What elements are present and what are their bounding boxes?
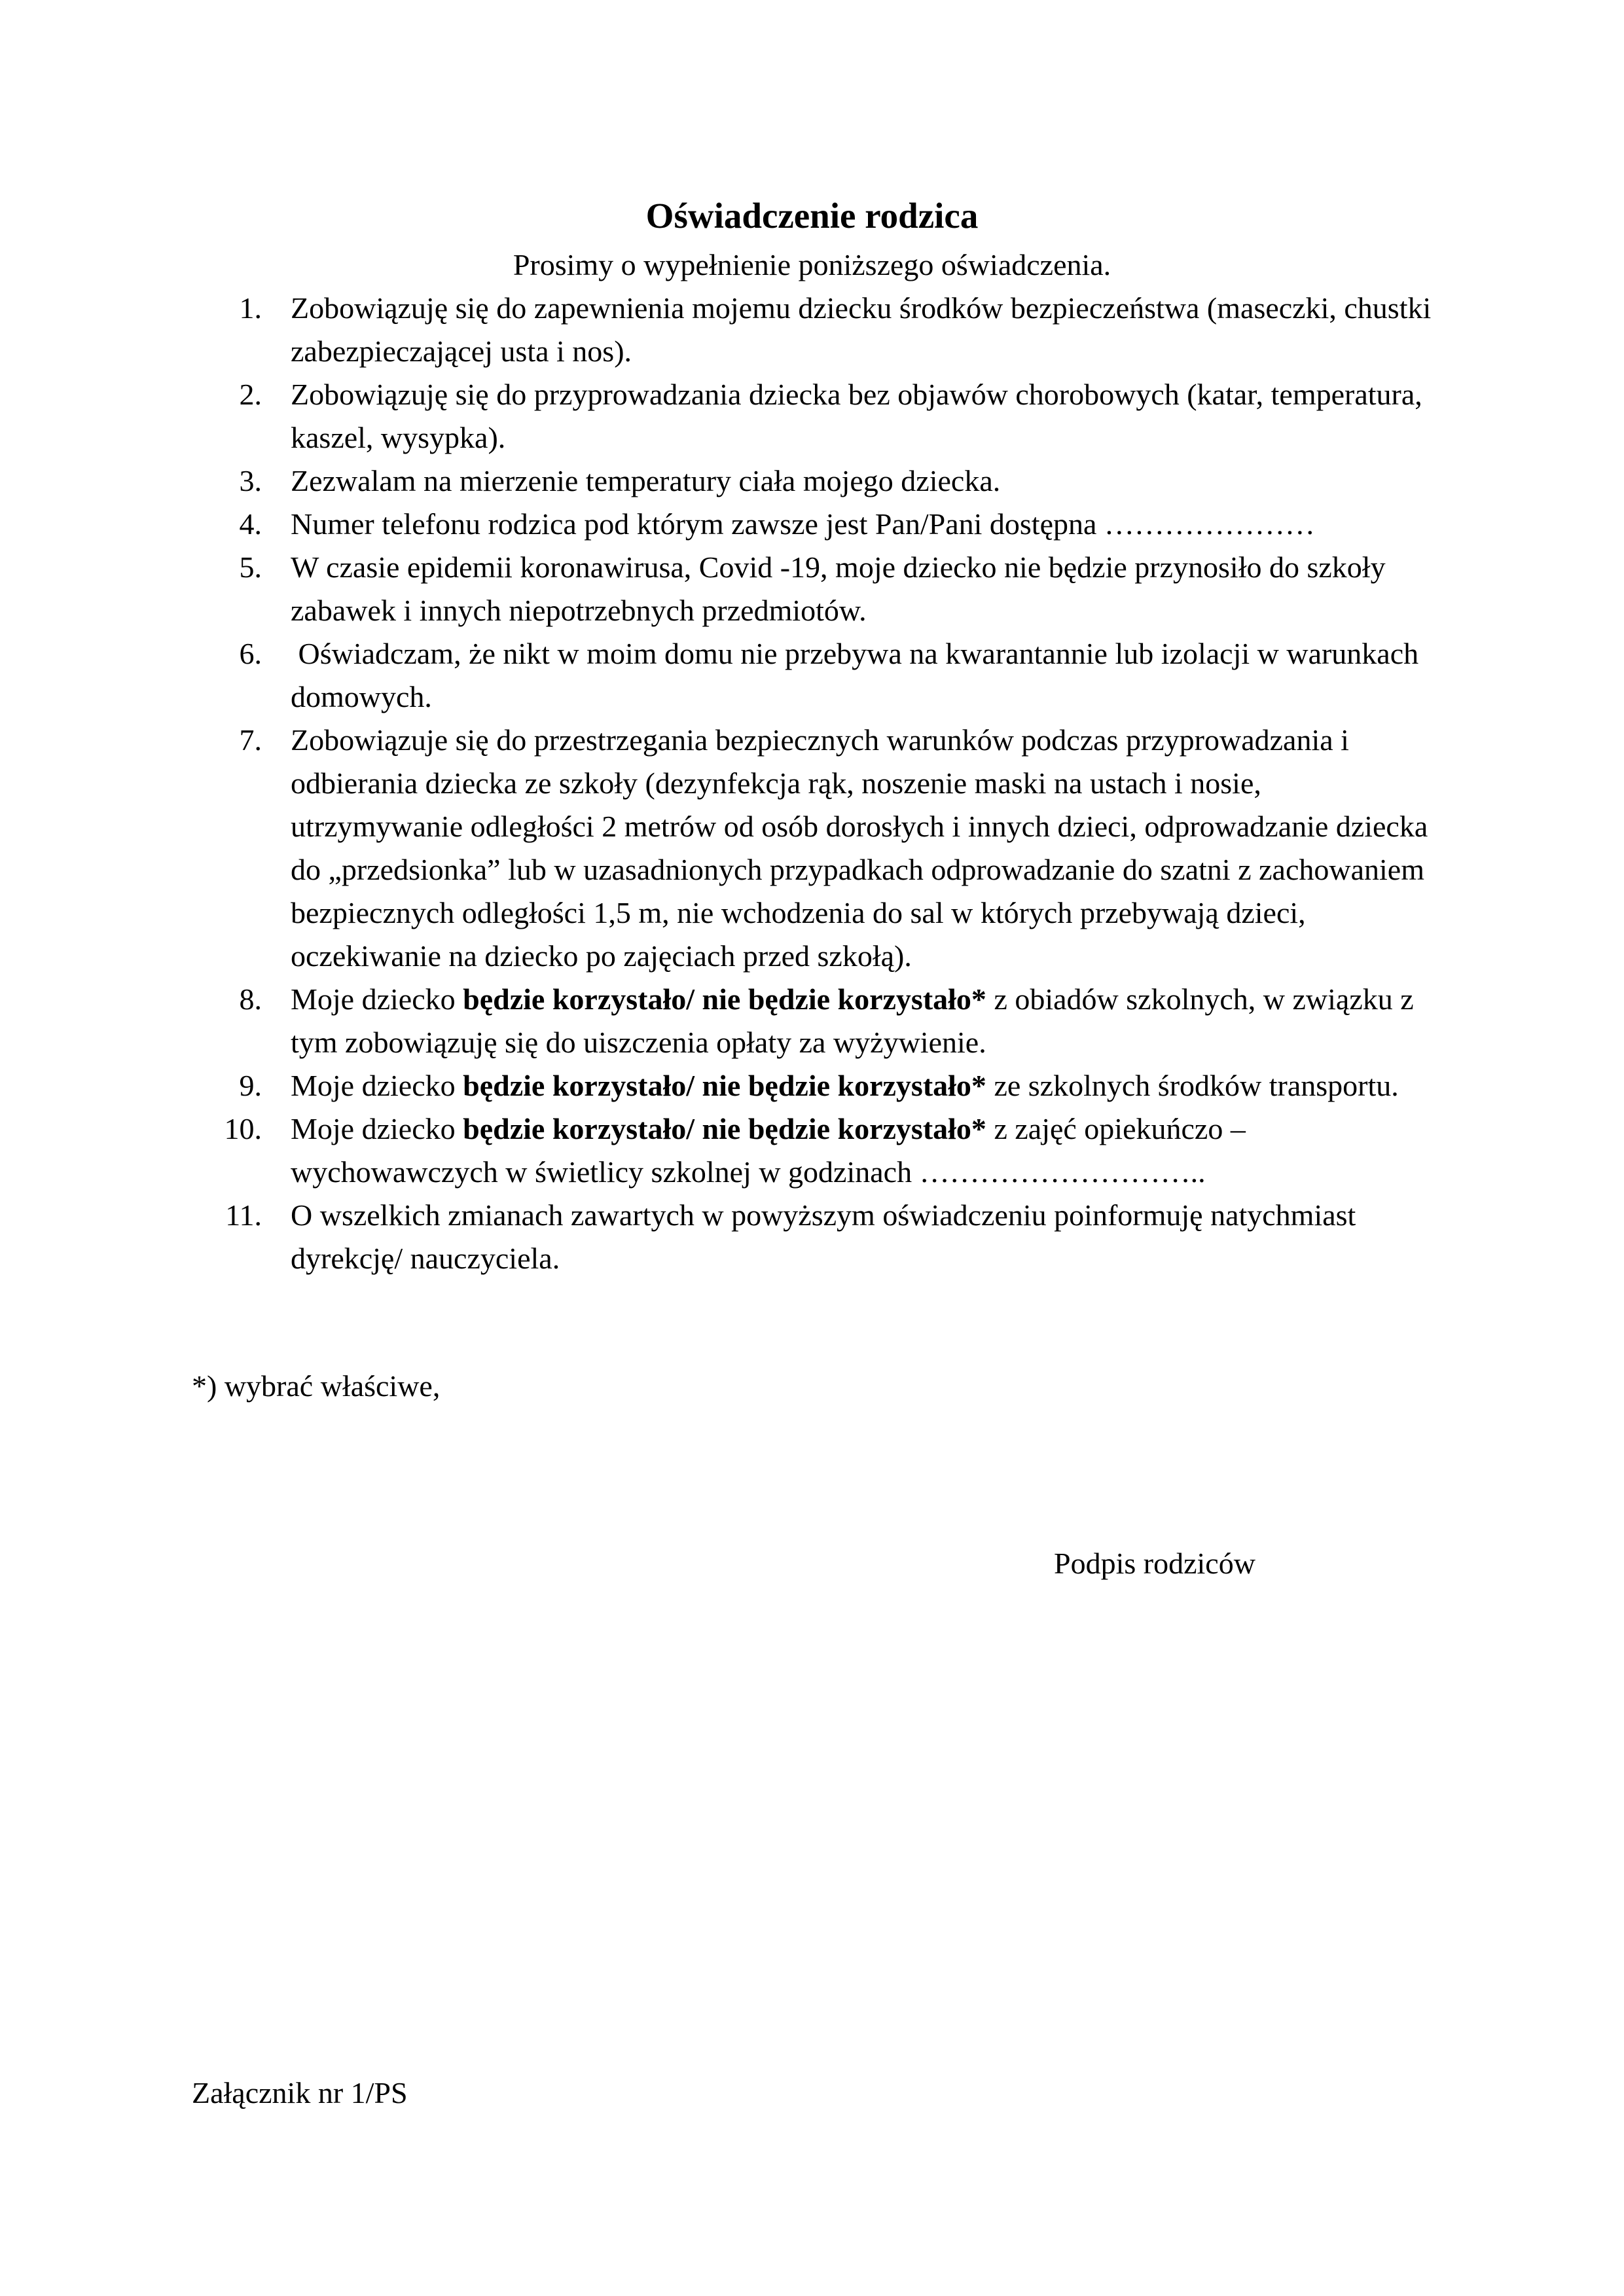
item-number: 11. [225, 1198, 262, 1232]
item-text-bold-choice: będzie korzystało/ nie będzie korzystało* [463, 1112, 986, 1145]
item-number: 6. [239, 637, 262, 670]
list-item [0, 1194, 1624, 1280]
item-number: 7. [239, 723, 262, 757]
list-item [0, 503, 1624, 546]
declaration-list [0, 287, 1624, 1280]
item-text-tail: z obiadów szkolnych, w związku z tym zobowiązuję się do uiszczenia opłaty za wyżywienie. [291, 982, 1414, 1059]
list-item [0, 1064, 1624, 1107]
list-item [0, 978, 1624, 1064]
item-number: 3. [239, 464, 262, 497]
document-title: Oświadczenie rodzica [645, 196, 979, 236]
item-text: Zezwalam na mierzenie temperatury ciała mojego dziecka. [291, 464, 1001, 497]
document-subtitle: Prosimy o wypełnienie poniższego oświadczenia. [513, 248, 1111, 281]
item-text: O wszelkich zmianach zawartych w powyższym oświadczeniu poinformuję natychmiast dyrekcję/ nauczyciela. [291, 1198, 1356, 1275]
footnote: *) wybrać właściwe, [192, 1369, 441, 1403]
item-text-lead: Moje dziecko [291, 1112, 463, 1145]
item-text [291, 978, 1436, 1064]
item-number: 1. [239, 291, 262, 325]
list-item [0, 1107, 1624, 1194]
item-text: Zobowiązuje się do przestrzegania bezpiecznych warunków podczas przyprowadzania i odbierania dziecka ze szkoły (dezynfekcja rąk, noszenie maski na ustach i nosie, utrzymywanie odległości 2 metrów od osób dorosłych i innych dzieci, odprowadzanie dziecka do „przedsionka” lub w uzasadnionych przypadkach odprowadzanie do szatni z zachowaniem bezpiecznych odległości 1,5 m, nie wchodzenia do sal w których przebywają dzieci, oczekiwanie na dziecko po zajęciach przed szkołą). [291, 723, 1428, 973]
annex-label: Załącznik nr 1/PS [192, 2076, 408, 2109]
item-text [291, 1107, 1436, 1194]
list-item [0, 287, 1624, 373]
item-text-bold-choice: będzie korzystało/ nie będzie korzystało* [463, 1069, 986, 1102]
item-number: 4. [239, 507, 262, 541]
list-item [0, 459, 1624, 503]
item-text: Numer telefonu rodzica pod którym zawsze jest Pan/Pani dostępna ………………… [291, 507, 1315, 541]
item-text: Zobowiązuję się do przyprowadzania dziecka bez objawów chorobowych (katar, temperatura, kaszel, wysypka). [291, 378, 1422, 454]
list-item [0, 719, 1624, 978]
item-number: 2. [239, 378, 262, 411]
item-number: 9. [239, 1069, 262, 1102]
list-item [0, 632, 1624, 719]
item-text [291, 1064, 1436, 1107]
signature-label: Podpis rodziców [1054, 1547, 1255, 1580]
list-item [0, 546, 1624, 632]
item-text: Zobowiązuję się do zapewnienia mojemu dziecku środków bezpieczeństwa (maseczki, chustki zabezpieczającej usta i nos). [291, 291, 1432, 368]
item-text-bold-choice: będzie korzystało/ nie będzie korzystało* [463, 982, 986, 1016]
item-text-lead: Moje dziecko [291, 1069, 463, 1102]
item-text-tail: z zajęć opiekuńczo – wychowawczych w świetlicy szkolnej w godzinach ……………………….. [291, 1112, 1246, 1189]
item-text-lead: Moje dziecko [291, 982, 463, 1016]
item-number: 10. [224, 1112, 262, 1145]
item-text: W czasie epidemii koronawirusa, Covid -19, moje dziecko nie będzie przynosiło do szkoły zabawek i innych niepotrzebnych przedmiotów. [291, 550, 1386, 627]
item-number: 8. [239, 982, 262, 1016]
item-number: 5. [239, 550, 262, 584]
item-text-tail: ze szkolnych środków transportu. [986, 1069, 1399, 1102]
item-text: Oświadczam, że nikt w moim domu nie przebywa na kwarantannie lub izolacji w warunkach domowych. [291, 637, 1426, 713]
list-item [0, 373, 1624, 459]
